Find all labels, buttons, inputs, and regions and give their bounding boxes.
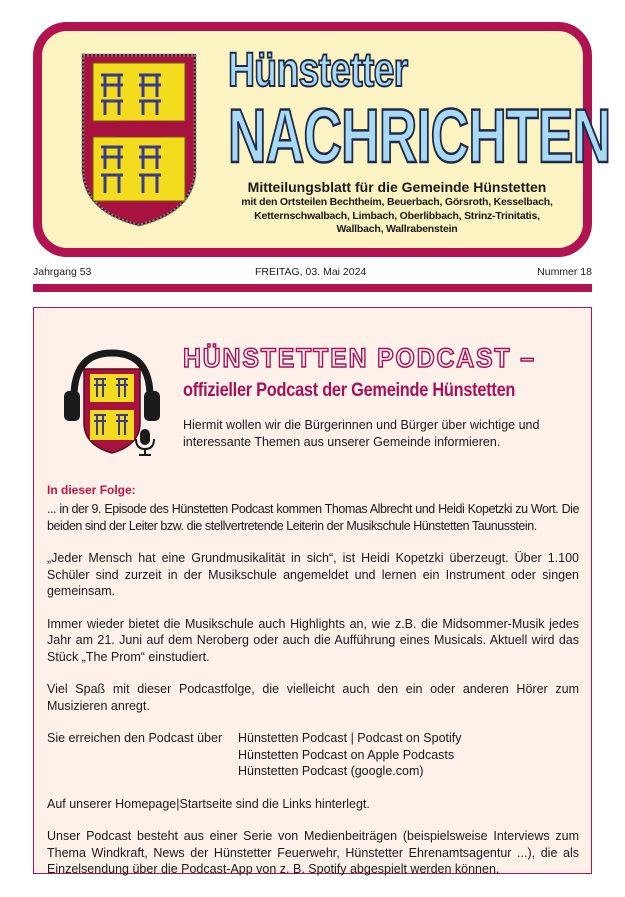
issue-number: Nummer 18 — [537, 266, 592, 278]
masthead-districts-line: mit den Ortsteilen Bechtheim, Beuerbach, Görsroth, Kesselbach, — [241, 196, 553, 208]
article-paragraph: Viel Spaß mit dieser Podcastfolge, die vielleicht auch den ein oder anderen Hörer zum Musizieren anregt. — [47, 682, 579, 713]
coat-of-arms-icon — [77, 51, 201, 229]
masthead-districts-line: Ketternschwalbach, Limbach, Oberlibbach, Strinz-Trinitatis, — [254, 209, 540, 222]
article-body — [47, 501, 579, 894]
podcast-link-spotify: Hünstetten Podcast | Podcast on Spotify — [238, 731, 462, 745]
podcast-links — [47, 730, 579, 780]
masthead-subtitle: Mitteilungsblatt für die Gemeinde Hünstetten — [247, 179, 547, 195]
podcast-link-google: Hünstetten Podcast (google.com) — [238, 764, 424, 778]
issue-date: FREITAG, 03. Mai 2024 — [255, 266, 367, 278]
links-list — [238, 730, 462, 780]
podcast-article — [33, 307, 592, 874]
article-paragraph: „Jeder Mensch hat eine Grundmusikalität in sich“, ist Heidi Kopetzki überzeugt. Über 1.100 Schüler sind zurzeit in der Musikschule angemeldet und lernen ein Instrument oder singen gemeinsam. — [47, 551, 579, 598]
podcast-subtitle: offizieller Podcast der Gemeinde Hünstetten — [183, 380, 516, 401]
article-paragraph: Immer wieder bietet die Musikschule auch Highlights an, wie z.B. die Midsommer-Musik jedes Jahr am 21. Juni auf dem Neroberg oder auch die Aufführung eines Musicals. Aktuell wird das Stück „The Prom“ einstudiert. — [47, 616, 579, 664]
podcast-logo-icon — [60, 345, 164, 457]
masthead — [33, 22, 611, 257]
podcast-intro: Hiermit wollen wir die Bürgerinnen und Bürger über wichtige und interessante Themen aus unserer Gemeinde informieren. — [183, 418, 540, 449]
masthead-districts-line: Wallbach, Wallrabenstein — [336, 223, 458, 235]
section-heading: In dieser Folge: — [47, 483, 136, 497]
masthead-title-top: Hünstetter — [228, 44, 408, 97]
links-label: Sie erreichen den Podcast über — [47, 731, 223, 745]
masthead-subtitle-block — [227, 179, 567, 237]
podcast-link-apple: Hünstetten Podcast on Apple Podcasts — [238, 747, 455, 762]
masthead-title-main: NACHRICHTEN — [228, 94, 611, 179]
volume-label: Jahrgang 53 — [33, 266, 92, 278]
closing-paragraph: Unser Podcast besteht aus einer Serie von Medienbeiträgen (beispielsweise Interviews zum Thema Windkraft, News der Hünstetter Feuerwehr, Hünstetter Ehrenamtsagentur ...), die als Einzelsendung über die Podcast-App von z. B. Spotify abgespielt werden können. — [47, 829, 579, 876]
article-paragraph: ... in der 9. Episode des Hünstetten Podcast kommen Thomas Albrecht und Heidi Kopetzki zu Wort. Die beiden sind der Leiter bzw. die stellvertretende Leiterin der Musikschule Hünstetten Taunusstein. — [47, 502, 579, 533]
dateline — [33, 266, 592, 280]
homepage-note: Auf unserer Homepage|Startseite sind die Links hinterlegt. — [47, 796, 370, 811]
podcast-title: HÜNSTETTEN PODCAST – — [183, 343, 536, 373]
header-divider — [33, 284, 592, 292]
